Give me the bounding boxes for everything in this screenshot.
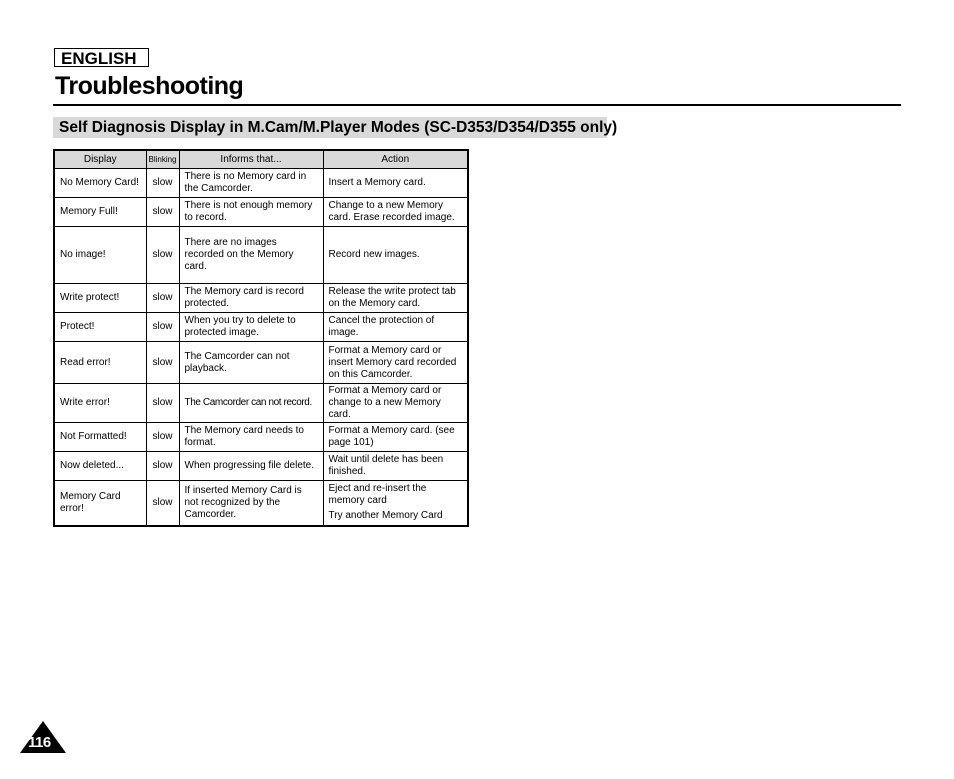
display-cell: Now deleted... — [54, 452, 146, 481]
action-cell: Format a Memory card or change to a new Memory card. — [323, 384, 468, 423]
action-cell: Format a Memory card. (see page 101) — [323, 423, 468, 452]
table-row — [54, 481, 468, 526]
informs-cell: If inserted Memory Card is not recognized by the Camcorder. — [179, 481, 323, 526]
display-cell: No image! — [54, 227, 146, 284]
display-cell: Read error! — [54, 342, 146, 384]
title-divider — [53, 104, 901, 106]
blinking-cell: slow — [146, 452, 179, 481]
column-header-informs: Informs that... — [179, 150, 323, 169]
display-cell: Memory Full! — [54, 198, 146, 227]
action-line: Eject and re-insert the memory card — [328, 483, 427, 507]
table-header-row — [54, 150, 468, 169]
table-row — [54, 452, 468, 481]
section-title: Self Diagnosis Display in M.Cam/M.Player Modes (SC-D353/D354/D355 only) — [53, 117, 607, 138]
page-number: 116 — [28, 734, 51, 751]
blinking-cell: slow — [146, 198, 179, 227]
informs-cell: When progressing file delete. — [179, 452, 323, 481]
blinking-cell: slow — [146, 313, 179, 342]
action-cell: Change to a new Memory card. Erase recorded image. — [323, 198, 468, 227]
table-row — [54, 227, 468, 284]
action-cell: Cancel the protection of image. — [323, 313, 468, 342]
action-cell: Wait until delete has been finished. — [323, 452, 468, 481]
table-row — [54, 342, 468, 384]
blinking-cell: slow — [146, 384, 179, 423]
display-cell: Memory Card error! — [54, 481, 146, 526]
action-cell: Format a Memory card or insert Memory card recorded on this Camcorder. — [323, 342, 468, 384]
column-header-action: Action — [323, 150, 468, 169]
table-row — [54, 423, 468, 452]
action-cell: Insert a Memory card. — [323, 169, 468, 198]
table-row — [54, 384, 468, 423]
action-cell: Release the write protect tab on the Memory card. — [323, 284, 468, 313]
diagnosis-table — [53, 149, 469, 527]
blinking-cell: slow — [146, 284, 179, 313]
informs-cell: The Memory card needs to format. — [179, 423, 323, 452]
display-cell: Not Formatted! — [54, 423, 146, 452]
informs-cell: There is no Memory card in the Camcorder. — [179, 169, 323, 198]
display-cell: Write protect! — [54, 284, 146, 313]
blinking-cell: slow — [146, 342, 179, 384]
informs-cell: The Memory card is record protected. — [179, 284, 323, 313]
page-title: Troubleshooting — [55, 72, 244, 100]
action-cell: Record new images. — [323, 227, 468, 284]
table-row — [54, 169, 468, 198]
table-row — [54, 284, 468, 313]
informs-cell: There are no images recorded on the Memory card. — [179, 227, 323, 284]
blinking-cell: slow — [146, 227, 179, 284]
column-header-blinking: Blinking — [146, 150, 179, 169]
display-cell: Protect! — [54, 313, 146, 342]
action-line: Try another Memory Card — [328, 510, 443, 522]
column-header-display: Display — [54, 150, 146, 169]
action-cell — [323, 481, 468, 526]
display-cell: Write error! — [54, 384, 146, 423]
blinking-cell: slow — [146, 423, 179, 452]
informs-cell: There is not enough memory to record. — [179, 198, 323, 227]
table-row — [54, 198, 468, 227]
blinking-cell: slow — [146, 169, 179, 198]
blinking-cell: slow — [146, 481, 179, 526]
informs-cell: The Camcorder can not playback. — [179, 342, 323, 384]
table-row — [54, 313, 468, 342]
display-cell: No Memory Card! — [54, 169, 146, 198]
informs-cell: When you try to delete to protected image. — [179, 313, 323, 342]
informs-cell: The Camcorder can not record. — [179, 384, 323, 423]
language-label: ENGLISH — [54, 48, 149, 67]
